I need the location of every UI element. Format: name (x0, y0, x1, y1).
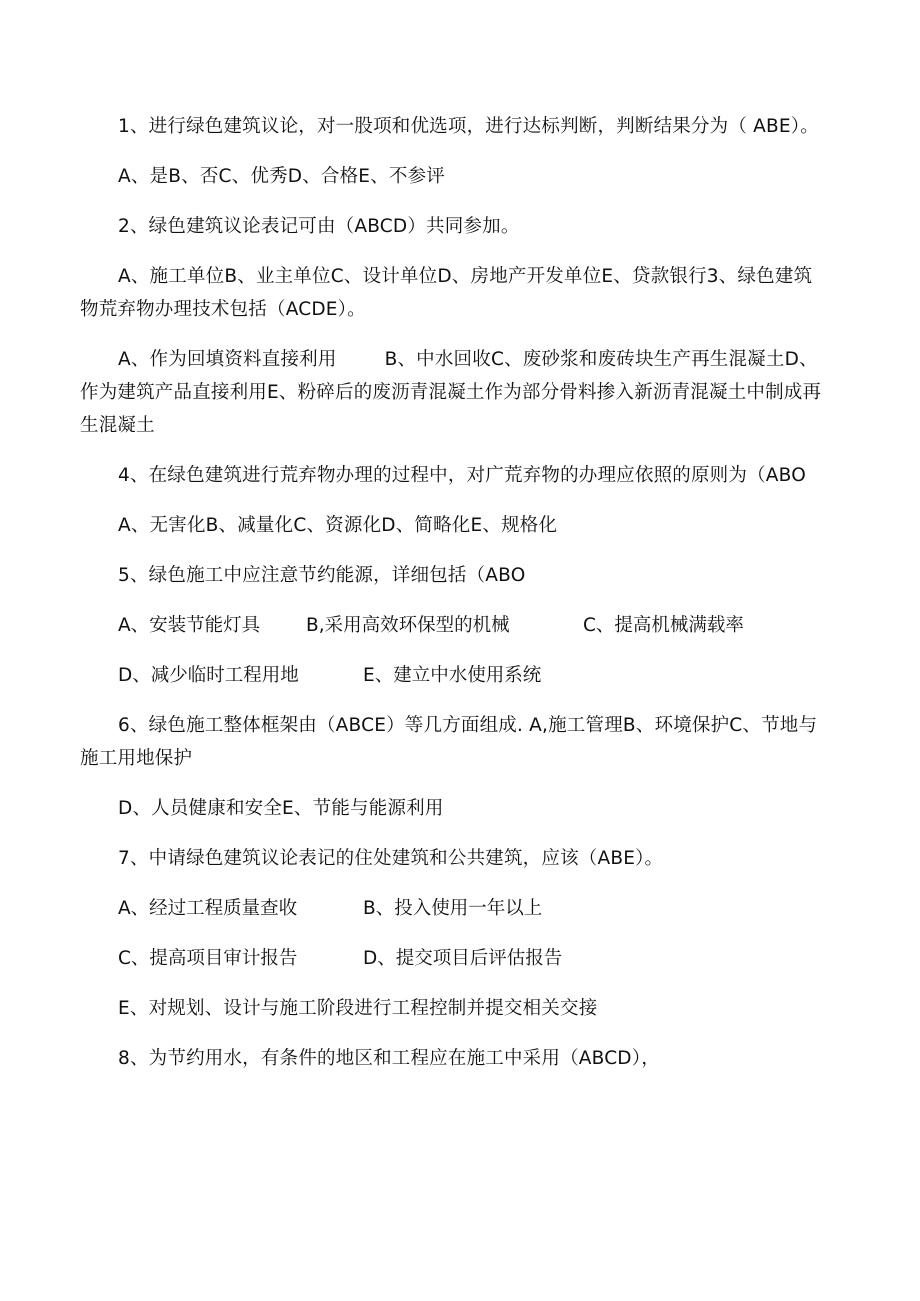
question-5-option-a: A、安装节能灯具 (118, 615, 261, 636)
question-3-options (80, 343, 828, 442)
question-7-option-a: A、经过工程质量查收 (118, 898, 298, 919)
question-1-options: A、是B、否C、优秀D、合格E、不参评 (118, 166, 446, 187)
question-5-option-e: E、建立中水使用系统 (363, 665, 542, 686)
question-8: 8、为节约用水，有条件的地区和工程应在施工中采用（ABCD）， (118, 1048, 660, 1069)
question-5-options-row-1 (80, 609, 828, 642)
question-2-options-and-question-3: A、施工单位B、业主单位C、设计单位D、房地产开发单位E、贷款银行3、绿色建筑物荒弃物办理技术包括（ACDE）。 (80, 266, 813, 320)
question-7-option-e: E、对规划、设计与施工阶段进行工程控制并提交相关交接 (118, 998, 598, 1019)
question-7-options-row-1 (80, 892, 828, 925)
question-7-option-b: B、投入使用一年以上 (363, 898, 543, 919)
question-7-options-row-2 (80, 942, 828, 975)
question-4: 4、在绿色建筑进行荒弃物办理的过程中，对广荒弃物的办理应依照的原则为（ABO (118, 465, 806, 486)
question-5: 5、绿色施工中应注意节约能源，详细包括（ABO (118, 565, 526, 586)
question-5-options-row-2 (80, 659, 828, 692)
question-5-option-b: B,采用高效环保型的机械 (306, 615, 510, 636)
question-5-option-d: D、减少临时工程用地 (118, 665, 299, 686)
question-7-option-d: D、提交项目后评估报告 (363, 948, 563, 969)
question-3-option-a: A、作为回填资料直接利用 (118, 349, 337, 370)
question-6: 6、绿色施工整体框架由（ABCE）等几方面组成. A,施工管理B、环境保护C、节地与施工用地保护 (80, 715, 818, 769)
question-5-option-c: C、提高机械满载率 (583, 615, 744, 636)
question-7-option-c: C、提高项目审计报告 (118, 948, 298, 969)
question-2: 2、绿色建筑议论表记可由（ABCD）共同参加。 (118, 216, 520, 237)
question-3-option-rest: B、中水回收C、废砂浆和废砖块生产再生混凝土D、作为建筑产品直接利用E、粉碎后的废沥青混凝土作为部分骨料掺入新沥青混凝土中制成再生混凝土 (80, 349, 822, 436)
question-7: 7、中请绿色建筑议论表记的住处建筑和公共建筑，应该（ABE）。 (118, 848, 664, 869)
question-4-options: A、无害化B、减量化C、资源化D、简略化E、规格化 (118, 515, 558, 536)
question-6-options: D、人员健康和安全E、节能与能源利用 (118, 798, 444, 819)
question-1: 1、进行绿色建筑议论，对一股项和优选项，进行达标判断，判断结果分为（ ABE）。 (118, 116, 819, 137)
document-body (80, 110, 828, 1092)
